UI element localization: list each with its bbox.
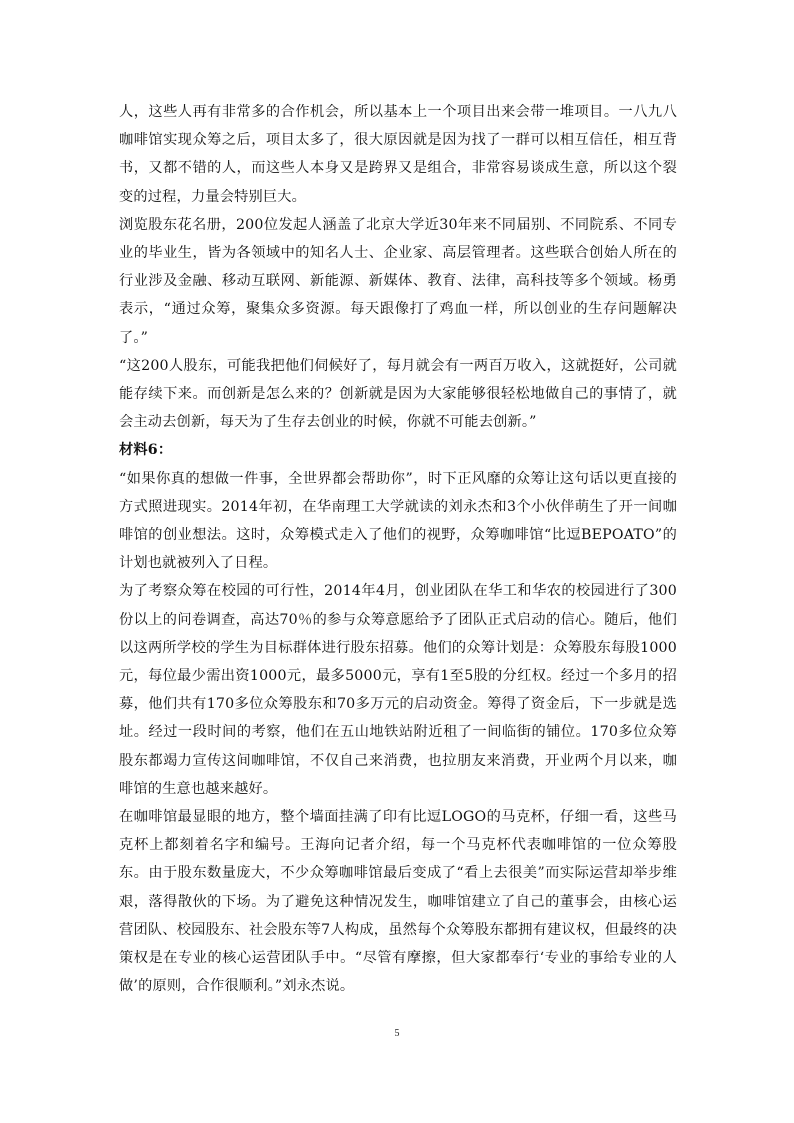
paragraph-4: “如果你真的想做一件事，全世界都会帮助你”，时下正风靡的众筹让这句话以更直接的方式照进现实。2014年初，在华南理工大学就读的刘永杰和3个小伙伴萌生了开一间咖啡馆的创业想法。这时，众筹模式走入了他们的视野，众筹咖啡馆“比逗BEPOATO”的计划也就被列入了日程。 <box>119 470 677 572</box>
paragraph-1: 人，这些人再有非常多的合作机会，所以基本上一个项目出来会带一堆项目。一八九八咖啡馆实现众筹之后，项目太多了，很大原因就是因为找了一群可以相互信任，相互背书，又都不错的人，而这些人本身又是跨界又是组合，非常容易谈成生意，所以这个裂变的过程，力量会特别巨大。 <box>119 104 677 205</box>
section-heading: 材料6： <box>119 442 173 459</box>
paragraph-5: 为了考察众筹在校园的可行性，2014年4月，创业团队在华工和华农的校园进行了300份以上的问卷调查，高达70％的参与众筹意愿给予了团队正式启动的信心。随后，他们以这两所学校的学生为目标群体进行股东招募。他们的众筹计划是：众筹股东每股1000元，每位最少需出资1000元，最多5000元，享有1至5股的分红权。经过一个多月的招募，他们共有170多位众筹股东和70多万元的启动资金。筹得了资金后，下一步就是选址。经过一段时间的考察，他们在五山地铁站附近租了一间临街的铺位。170多位众筹股东都竭力宣传这间咖啡馆，不仅自己来消费，也拉朋友来消费，开业两个月以来，咖啡馆的生意也越来越好。 <box>119 583 677 797</box>
page-number: 5 <box>394 1028 400 1039</box>
paragraph-2: 浏览股东花名册，200位发起人涵盖了北京大学近30年来不同届别、不同院系、不同专业的毕业生，皆为各领域中的知名人士、企业家、高层管理者。这些联合创始人所在的行业涉及金融、移动互联网、新能源、新媒体、教育、法律，高科技等多个领域。杨勇表示，“通过众筹，聚集众多资源。每天跟像打了鸡血一样，所以创业的生存问题解决了。” <box>119 216 677 346</box>
document-body <box>119 98 677 1001</box>
paragraph-3: “这200人股东，可能我把他们伺候好了，每月就会有一两百万收入，这就挺好，公司就能存续下来。而创新是怎么来的？创新就是因为大家能够很轻松地做自己的事情了，就会主动去创新，每天为了生存去创业的时候，你就不可能去创新。” <box>119 357 677 431</box>
paragraph-6: 在咖啡馆最显眼的地方，整个墙面挂满了印有比逗LOGO的马克杯，仔细一看，这些马克杯上都刻着名字和编号。王海向记者介绍，每一个马克杯代表咖啡馆的一位众筹股东。由于股东数量庞大，不少众筹咖啡馆最后变成了“看上去很美”而实际运营却举步维艰，落得散伙的下场。为了避免这种情况发生，咖啡馆建立了自己的董事会，由核心运营团队、校园股东、社会股东等7人构成，虽然每个众筹股东都拥有建议权，但最终的决策权是在专业的核心运营团队手中。“尽管有摩擦，但大家都奉行‘专业的事给专业的人做’的原则，合作很顺利。”刘永杰说。 <box>119 809 677 995</box>
